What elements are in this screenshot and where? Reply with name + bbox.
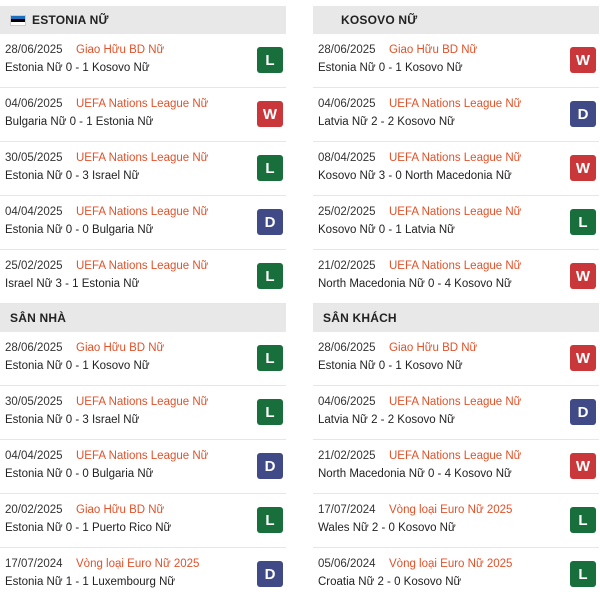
result-badge: W xyxy=(570,263,596,289)
panel-header xyxy=(313,304,599,332)
result-badge: L xyxy=(257,507,283,533)
competition-link[interactable]: UEFA Nations League Nữ xyxy=(76,260,209,272)
competition-link[interactable]: UEFA Nations League Nữ xyxy=(389,152,522,164)
match-date: 25/02/2025 xyxy=(5,260,63,272)
panel-title: SÂN KHÁCH xyxy=(323,311,397,325)
result-badge: L xyxy=(570,507,596,533)
competition-link[interactable]: UEFA Nations League Nữ xyxy=(76,98,209,110)
match-date: 28/06/2025 xyxy=(318,342,376,354)
result-badge: L xyxy=(257,47,283,73)
competition-link[interactable]: UEFA Nations League Nữ xyxy=(76,450,209,462)
result-badge: L xyxy=(570,561,596,587)
result-badge: L xyxy=(570,209,596,235)
match-row[interactable] xyxy=(313,494,599,548)
result-badge: W xyxy=(570,453,596,479)
competition-link[interactable]: UEFA Nations League Nữ xyxy=(76,396,209,408)
match-row[interactable] xyxy=(0,332,286,386)
panel-header xyxy=(313,6,599,34)
competition-link[interactable]: Giao Hữu BD Nữ xyxy=(76,504,165,516)
match-row[interactable] xyxy=(0,548,286,596)
match-score: Estonia Nữ 0 - 1 Kosovo Nữ xyxy=(5,62,150,74)
competition-link[interactable]: Giao Hữu BD Nữ xyxy=(389,342,478,354)
estonia-flag-icon xyxy=(10,15,26,26)
match-score: North Macedonia Nữ 0 - 4 Kosovo Nữ xyxy=(318,278,512,290)
match-score: Israel Nữ 3 - 1 Estonia Nữ xyxy=(5,278,140,290)
panel-title: SÂN NHÀ xyxy=(10,311,67,325)
match-row[interactable] xyxy=(313,88,599,142)
competition-link[interactable]: UEFA Nations League Nữ xyxy=(76,152,209,164)
match-row[interactable] xyxy=(313,250,599,304)
match-score: Estonia Nữ 1 - 1 Luxembourg Nữ xyxy=(5,576,176,588)
match-row[interactable] xyxy=(0,34,286,88)
result-badge: D xyxy=(570,399,596,425)
competition-link[interactable]: Giao Hữu BD Nữ xyxy=(389,44,478,56)
competition-link[interactable]: UEFA Nations League Nữ xyxy=(389,98,522,110)
match-row[interactable] xyxy=(0,88,286,142)
match-score: Estonia Nữ 0 - 1 Puerto Rico Nữ xyxy=(5,522,172,534)
panel-title: KOSOVO NỮ xyxy=(341,13,418,27)
match-score: Estonia Nữ 0 - 0 Bulgaria Nữ xyxy=(5,468,154,480)
match-score: Estonia Nữ 0 - 3 Israel Nữ xyxy=(5,414,140,426)
kosovo-form-panel xyxy=(313,6,599,304)
competition-link[interactable]: UEFA Nations League Nữ xyxy=(389,396,522,408)
match-score: Kosovo Nữ 0 - 1 Latvia Nữ xyxy=(318,224,455,236)
match-row[interactable] xyxy=(313,142,599,196)
match-score: Estonia Nữ 0 - 1 Kosovo Nữ xyxy=(5,360,150,372)
match-score: Latvia Nữ 2 - 2 Kosovo Nữ xyxy=(318,116,455,128)
match-row[interactable] xyxy=(0,440,286,494)
match-date: 30/05/2025 xyxy=(5,152,63,164)
home-form-panel xyxy=(0,304,286,596)
match-date: 28/06/2025 xyxy=(5,342,63,354)
match-row[interactable] xyxy=(313,196,599,250)
match-score: Estonia Nữ 0 - 1 Kosovo Nữ xyxy=(318,360,463,372)
result-badge: W xyxy=(570,47,596,73)
competition-link[interactable]: Vòng loại Euro Nữ 2025 xyxy=(389,504,513,516)
competition-link[interactable]: Vòng loại Euro Nữ 2025 xyxy=(389,558,513,570)
competition-link[interactable]: Vòng loại Euro Nữ 2025 xyxy=(76,558,200,570)
match-score: Estonia Nữ 0 - 0 Bulgaria Nữ xyxy=(5,224,154,236)
result-badge: D xyxy=(570,101,596,127)
match-date: 17/07/2024 xyxy=(5,558,63,570)
match-date: 20/02/2025 xyxy=(5,504,63,516)
competition-link[interactable]: UEFA Nations League Nữ xyxy=(389,450,522,462)
panel-title: ESTONIA NỮ xyxy=(32,13,109,27)
match-score: North Macedonia Nữ 0 - 4 Kosovo Nữ xyxy=(318,468,512,480)
competition-link[interactable]: UEFA Nations League Nữ xyxy=(76,206,209,218)
result-badge: L xyxy=(257,345,283,371)
result-badge: W xyxy=(570,345,596,371)
panel-header xyxy=(0,6,286,34)
estonia-form-panel xyxy=(0,6,286,304)
match-row[interactable] xyxy=(0,142,286,196)
competition-link[interactable]: Giao Hữu BD Nữ xyxy=(76,44,165,56)
result-badge: L xyxy=(257,399,283,425)
match-score: Wales Nữ 2 - 0 Kosovo Nữ xyxy=(318,522,456,534)
match-date: 04/06/2025 xyxy=(318,98,376,110)
match-row[interactable] xyxy=(313,34,599,88)
result-badge: D xyxy=(257,209,283,235)
match-date: 04/04/2025 xyxy=(5,206,63,218)
match-row[interactable] xyxy=(313,548,599,596)
result-badge: D xyxy=(257,561,283,587)
match-row[interactable] xyxy=(313,332,599,386)
match-date: 17/07/2024 xyxy=(318,504,376,516)
match-date: 04/04/2025 xyxy=(5,450,63,462)
match-row[interactable] xyxy=(0,250,286,304)
match-date: 28/06/2025 xyxy=(318,44,376,56)
competition-link[interactable]: UEFA Nations League Nữ xyxy=(389,206,522,218)
result-badge: L xyxy=(257,263,283,289)
match-row[interactable] xyxy=(313,440,599,494)
panel-header xyxy=(0,304,286,332)
match-row[interactable] xyxy=(0,386,286,440)
match-date: 30/05/2025 xyxy=(5,396,63,408)
result-badge: W xyxy=(257,101,283,127)
match-row[interactable] xyxy=(0,494,286,548)
result-badge: D xyxy=(257,453,283,479)
competition-link[interactable]: Giao Hữu BD Nữ xyxy=(76,342,165,354)
match-date: 04/06/2025 xyxy=(5,98,63,110)
match-row[interactable] xyxy=(313,386,599,440)
match-score: Estonia Nữ 0 - 1 Kosovo Nữ xyxy=(318,62,463,74)
match-score: Latvia Nữ 2 - 2 Kosovo Nữ xyxy=(318,414,455,426)
match-date: 04/06/2025 xyxy=(318,396,376,408)
competition-link[interactable]: UEFA Nations League Nữ xyxy=(389,260,522,272)
match-date: 28/06/2025 xyxy=(5,44,63,56)
result-badge: W xyxy=(570,155,596,181)
match-score: Bulgaria Nữ 0 - 1 Estonia Nữ xyxy=(5,116,154,128)
match-score: Croatia Nữ 2 - 0 Kosovo Nữ xyxy=(318,576,462,588)
match-score: Kosovo Nữ 3 - 0 North Macedonia Nữ xyxy=(318,170,512,182)
away-form-panel xyxy=(313,304,599,596)
match-date: 05/06/2024 xyxy=(318,558,376,570)
match-date: 21/02/2025 xyxy=(318,450,376,462)
match-score: Estonia Nữ 0 - 3 Israel Nữ xyxy=(5,170,140,182)
match-date: 25/02/2025 xyxy=(318,206,376,218)
match-row[interactable] xyxy=(0,196,286,250)
match-date: 08/04/2025 xyxy=(318,152,376,164)
match-date: 21/02/2025 xyxy=(318,260,376,272)
result-badge: L xyxy=(257,155,283,181)
